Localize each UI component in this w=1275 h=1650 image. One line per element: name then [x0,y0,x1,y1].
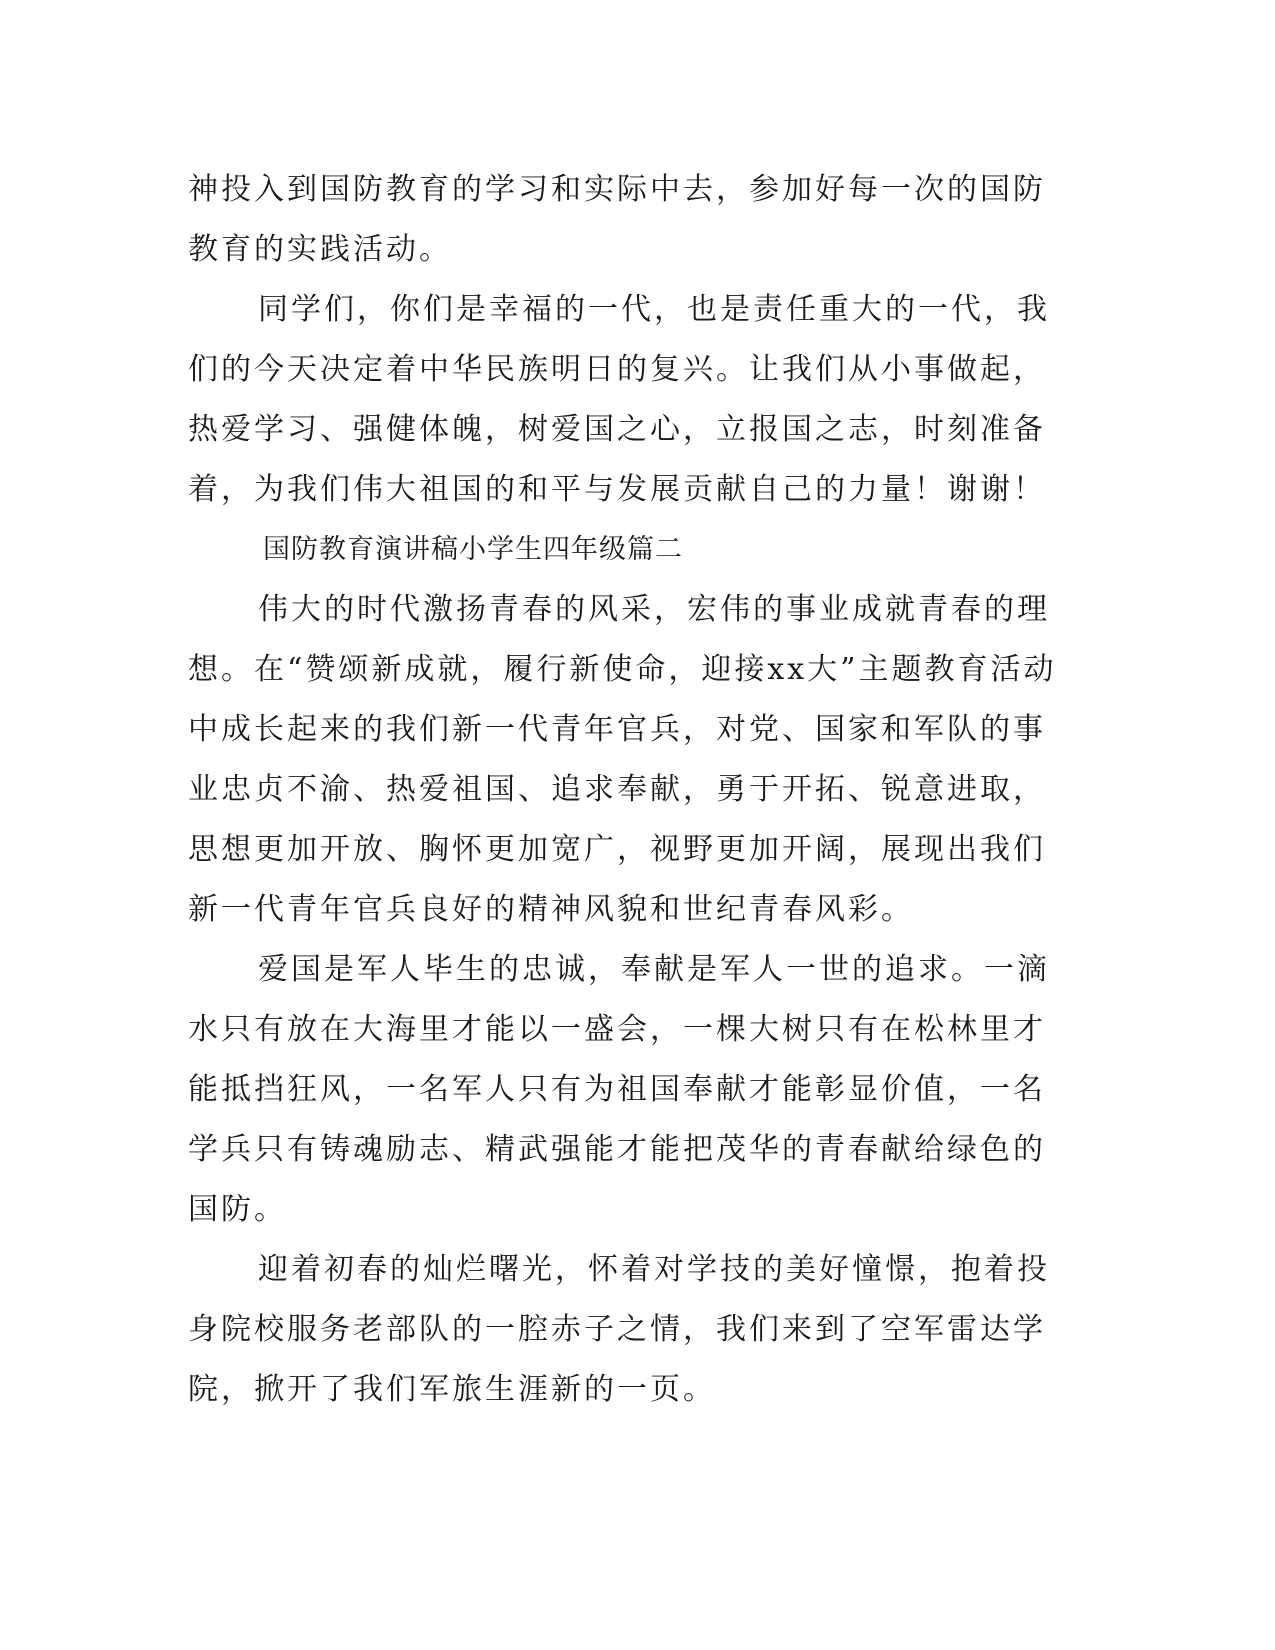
paragraph-continuation: 神投入到国防教育的学习和实际中去，参加好每一次的国防教育的实践活动。 [188,172,1046,267]
document-body [188,160,1078,1420]
paragraph-closing-remarks: 同学们，你们是幸福的一代，也是责任重大的一代，我们的今天决定着中华民族明日的复兴。让我们从小事做起，热爱学习、强健体魄，树爱国之心，立报国之志，时刻准备着，为我们伟大祖国的和平与发展贡献自己的力量！谢谢！ [188,292,1050,507]
paragraph-arrival: 迎着初春的灿烂曙光，怀着对学技的美好憧憬，抱着投身院校服务老部队的一腔赤子之情，我们来到了空军雷达学院，掀开了我们军旅生涯新的一页。 [188,1252,1050,1407]
paragraph-patriotism: 爱国是军人毕生的忠诚，奉献是军人一世的追求。一滴水只有放在大海里才能以一盛会，一棵大树只有在松林里才能抵挡狂风，一名军人只有为祖国奉献才能彰显价值，一名学兵只有铸魂励志、精武强能才能把茂华的青春献给绿色的国防。 [188,952,1050,1227]
paragraph-era-youth: 伟大的时代激扬青春的风采，宏伟的事业成就青春的理想。在“赞颂新成就，履行新使命，迎接xx大”主题教育活动中成长起来的我们新一代青年官兵，对党、国家和军队的事业忠贞不渝、热爱祖国、追求奉献，勇于开拓、锐意进取，思想更加开放、胸怀更加宽广，视野更加开阔，展现出我们新一代青年官兵良好的精神风貌和世纪青春风彩。 [188,592,1057,927]
section-heading: 国防教育演讲稿小学生四年级篇二 [263,534,683,565]
